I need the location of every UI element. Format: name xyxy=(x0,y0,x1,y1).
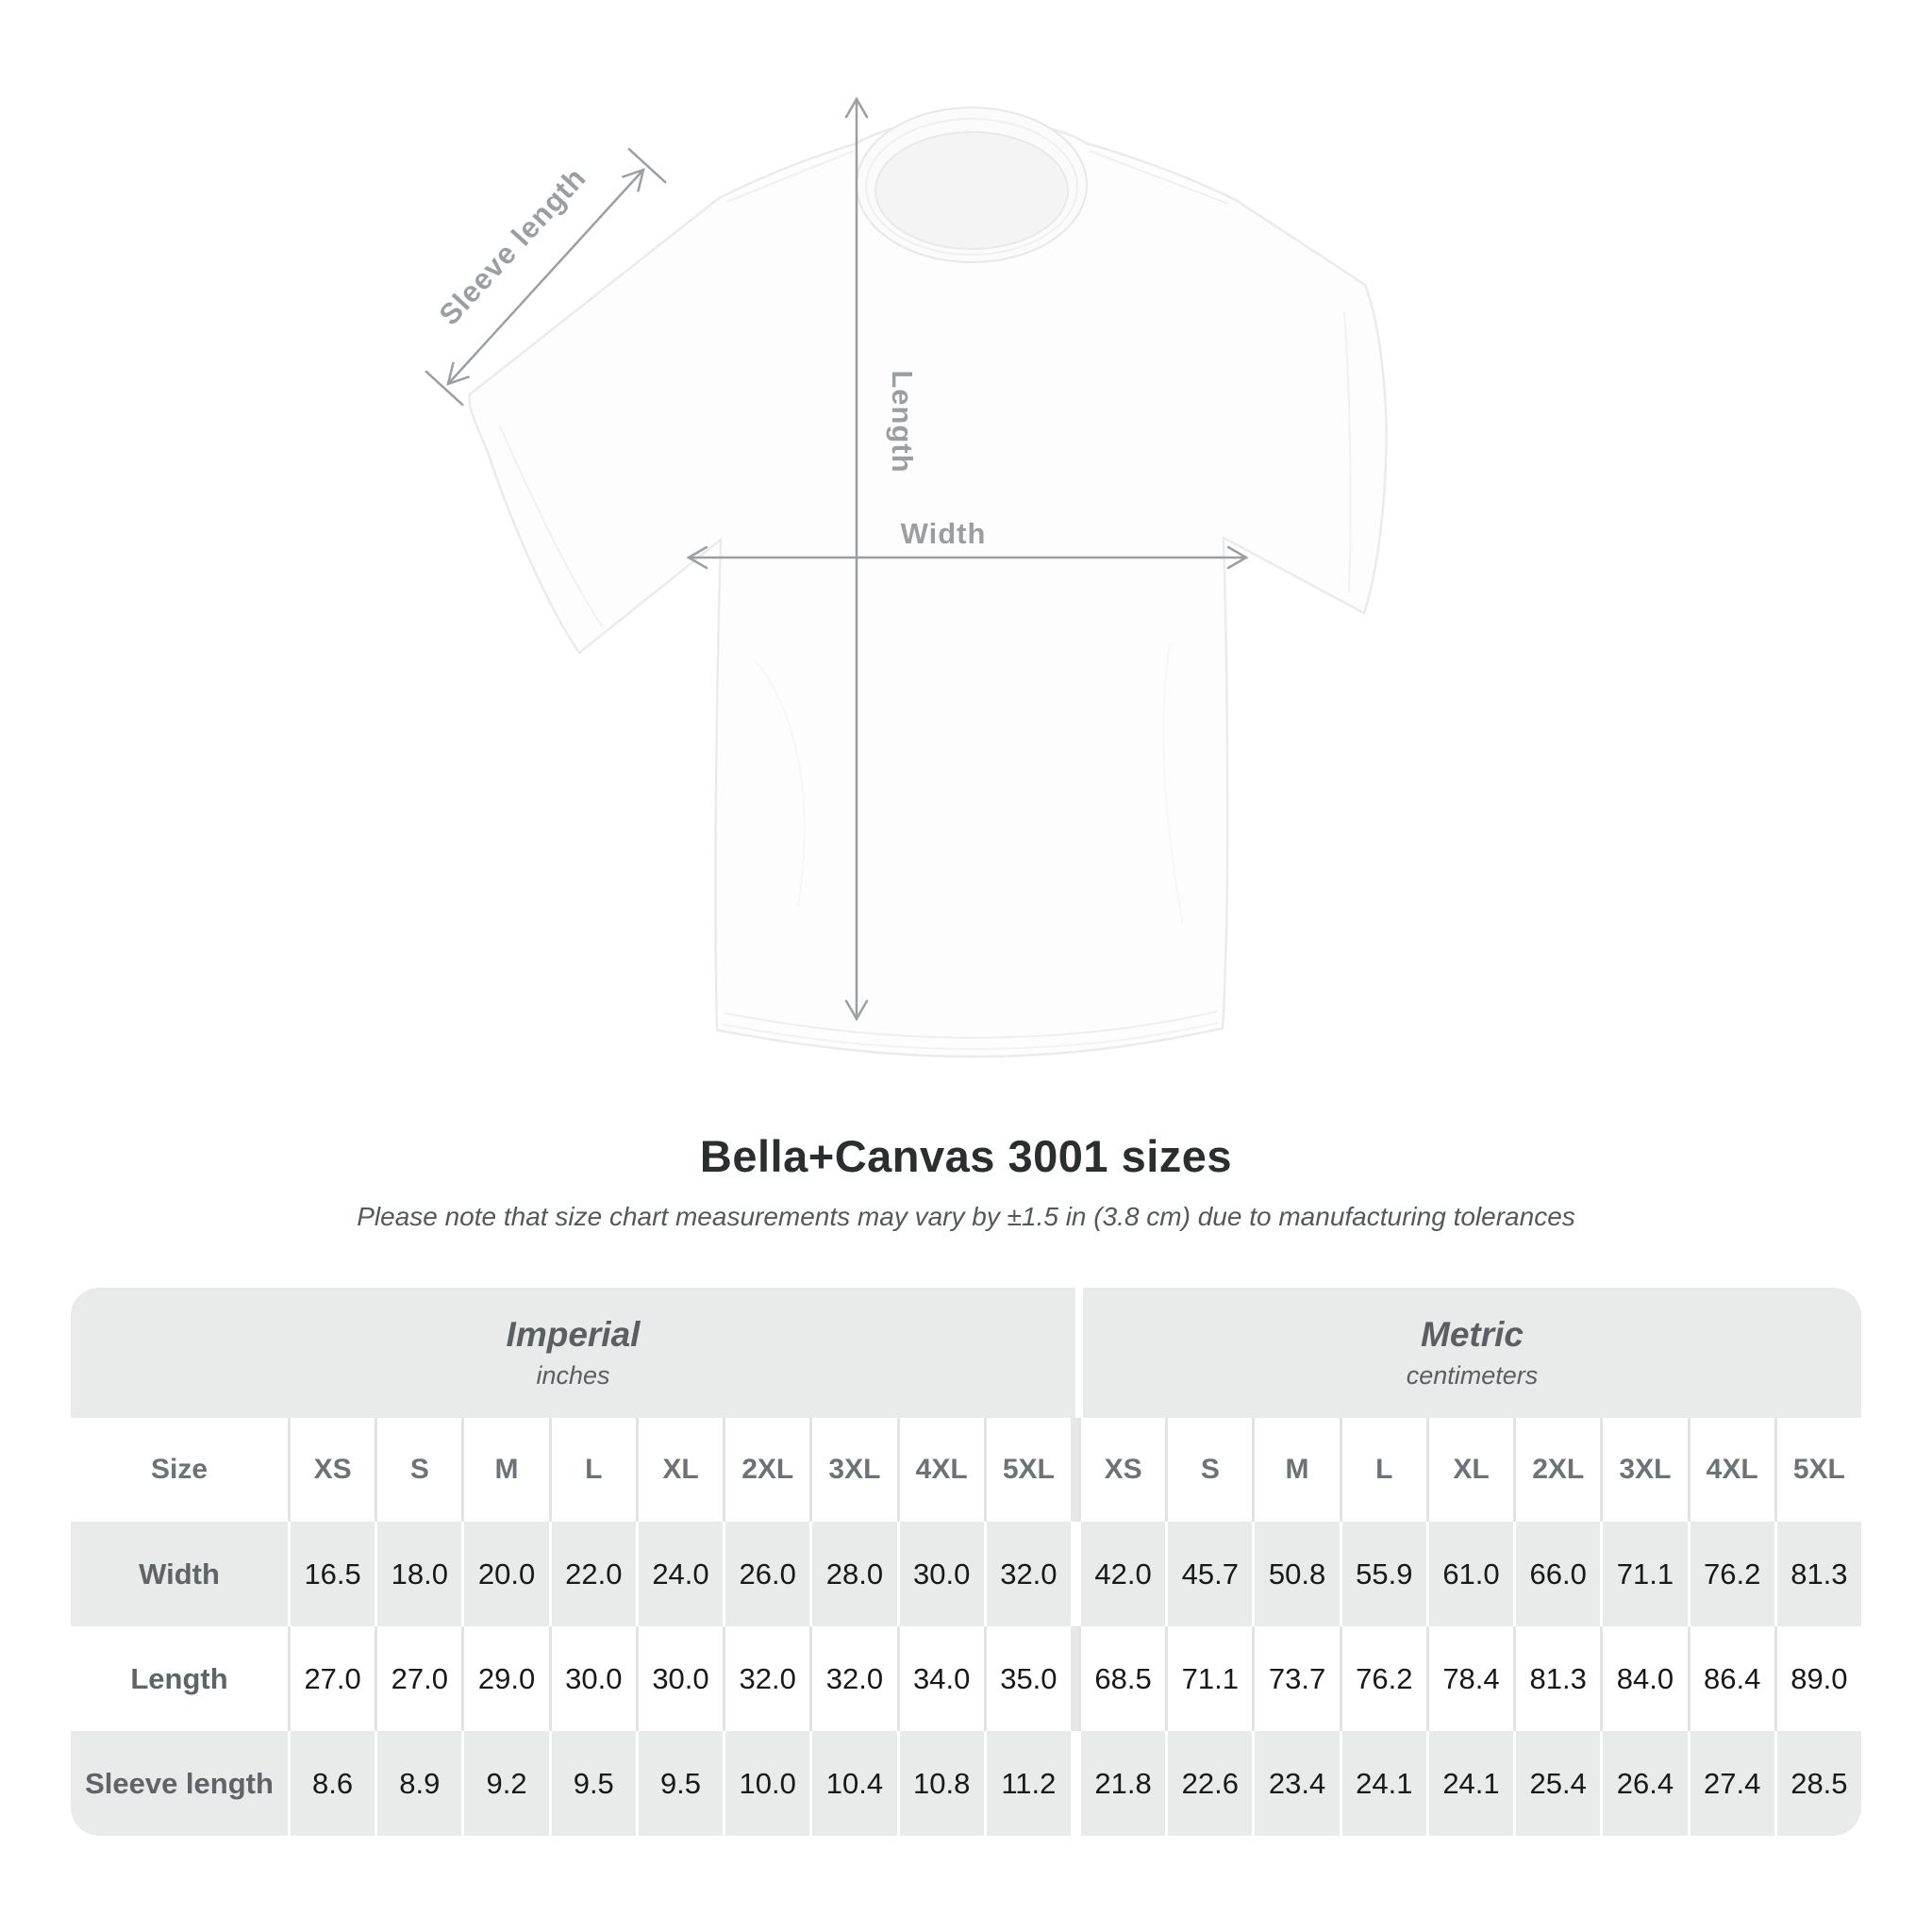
imperial-header xyxy=(71,1288,1075,1418)
width-label: Width xyxy=(900,517,987,550)
unit-divider xyxy=(1071,1626,1078,1731)
size-header-imperial: M xyxy=(461,1418,548,1522)
size-header-imperial: 4XL xyxy=(897,1418,984,1522)
value-cell-metric: 81.3 xyxy=(1513,1626,1600,1731)
value-cell-imperial: 11.2 xyxy=(984,1731,1071,1836)
size-header-metric: L xyxy=(1340,1418,1426,1522)
measurement-row xyxy=(71,1626,1861,1731)
row-label: Sleeve length xyxy=(71,1731,288,1836)
size-header-metric: S xyxy=(1165,1418,1252,1522)
measurement-row xyxy=(71,1522,1861,1626)
sleeve-length-label: Sleeve length xyxy=(432,160,593,332)
value-cell-imperial: 27.0 xyxy=(288,1626,375,1731)
size-header-metric: M xyxy=(1252,1418,1339,1522)
metric-unit: centimeters xyxy=(1406,1361,1539,1390)
value-cell-imperial: 28.0 xyxy=(809,1522,896,1626)
value-cell-metric: 27.4 xyxy=(1688,1731,1774,1836)
unit-divider xyxy=(1071,1731,1078,1836)
size-header-row xyxy=(71,1418,1861,1522)
value-cell-imperial: 29.0 xyxy=(461,1626,548,1731)
value-cell-imperial: 20.0 xyxy=(461,1522,548,1626)
value-cell-metric: 22.6 xyxy=(1165,1731,1252,1836)
value-cell-metric: 24.1 xyxy=(1340,1731,1426,1836)
value-cell-metric: 76.2 xyxy=(1340,1626,1426,1731)
value-cell-metric: 86.4 xyxy=(1688,1626,1774,1731)
value-cell-metric: 55.9 xyxy=(1340,1522,1426,1626)
tolerance-note: Please note that size chart measurements may vary by ±1.5 in (3.8 cm) due to manufacturing tolerances xyxy=(357,1202,1575,1231)
size-header-metric: 3XL xyxy=(1600,1418,1687,1522)
value-cell-metric: 81.3 xyxy=(1774,1522,1861,1626)
unit-divider xyxy=(1071,1418,1078,1522)
value-cell-imperial: 30.0 xyxy=(636,1626,723,1731)
value-cell-imperial: 22.0 xyxy=(549,1522,636,1626)
unit-divider xyxy=(1071,1522,1078,1626)
value-cell-imperial: 35.0 xyxy=(984,1626,1071,1731)
value-cell-metric: 28.5 xyxy=(1774,1731,1861,1836)
row-label: Length xyxy=(71,1626,288,1731)
imperial-unit: inches xyxy=(536,1361,610,1390)
value-cell-imperial: 26.0 xyxy=(723,1522,809,1626)
value-cell-metric: 24.1 xyxy=(1426,1731,1513,1836)
size-header-metric: 5XL xyxy=(1774,1418,1861,1522)
value-cell-imperial: 18.0 xyxy=(375,1522,461,1626)
value-cell-metric: 23.4 xyxy=(1252,1731,1339,1836)
value-cell-imperial: 8.9 xyxy=(375,1731,461,1836)
size-column-header: Size xyxy=(71,1418,288,1522)
row-label: Width xyxy=(71,1522,288,1626)
value-cell-imperial: 16.5 xyxy=(288,1522,375,1626)
value-cell-metric: 25.4 xyxy=(1513,1731,1600,1836)
imperial-label: Imperial xyxy=(506,1315,641,1354)
value-cell-imperial: 32.0 xyxy=(809,1626,896,1731)
value-cell-imperial: 8.6 xyxy=(288,1731,375,1836)
value-cell-imperial: 30.0 xyxy=(549,1626,636,1731)
value-cell-imperial: 34.0 xyxy=(897,1626,984,1731)
value-cell-metric: 61.0 xyxy=(1426,1522,1513,1626)
size-header-imperial: 2XL xyxy=(723,1418,809,1522)
value-cell-imperial: 10.0 xyxy=(723,1731,809,1836)
size-header-metric: XS xyxy=(1078,1418,1165,1522)
value-cell-imperial: 10.8 xyxy=(897,1731,984,1836)
value-cell-metric: 71.1 xyxy=(1165,1626,1252,1731)
value-cell-metric: 76.2 xyxy=(1688,1522,1774,1626)
value-cell-metric: 42.0 xyxy=(1078,1522,1165,1626)
value-cell-imperial: 30.0 xyxy=(897,1522,984,1626)
metric-header xyxy=(1083,1288,1861,1418)
value-cell-metric: 89.0 xyxy=(1774,1626,1861,1731)
value-cell-imperial: 9.2 xyxy=(461,1731,548,1836)
tshirt-graphic xyxy=(469,108,1386,1057)
value-cell-imperial: 32.0 xyxy=(723,1626,809,1731)
size-header-metric: XL xyxy=(1426,1418,1513,1522)
value-cell-metric: 78.4 xyxy=(1426,1626,1513,1731)
value-cell-metric: 68.5 xyxy=(1078,1626,1165,1731)
value-cell-metric: 26.4 xyxy=(1600,1731,1687,1836)
value-cell-metric: 45.7 xyxy=(1165,1522,1252,1626)
size-header-imperial: S xyxy=(375,1418,461,1522)
value-cell-metric: 84.0 xyxy=(1600,1626,1687,1731)
size-header-metric: 4XL xyxy=(1688,1418,1774,1522)
size-header-imperial: XL xyxy=(636,1418,723,1522)
value-cell-metric: 71.1 xyxy=(1600,1522,1687,1626)
length-label: Length xyxy=(886,370,919,474)
value-cell-imperial: 10.4 xyxy=(809,1731,896,1836)
page-title: Bella+Canvas 3001 sizes xyxy=(699,1131,1233,1181)
neck-opening xyxy=(875,132,1068,249)
value-cell-metric: 50.8 xyxy=(1252,1522,1339,1626)
value-cell-metric: 66.0 xyxy=(1513,1522,1600,1626)
value-cell-imperial: 9.5 xyxy=(549,1731,636,1836)
value-cell-imperial: 24.0 xyxy=(636,1522,723,1626)
size-header-imperial: XS xyxy=(288,1418,375,1522)
value-cell-imperial: 27.0 xyxy=(375,1626,461,1731)
value-cell-imperial: 32.0 xyxy=(984,1522,1071,1626)
size-table-body xyxy=(71,1418,1861,1836)
size-header-imperial: L xyxy=(549,1418,636,1522)
value-cell-metric: 73.7 xyxy=(1252,1626,1339,1731)
unit-header-gap xyxy=(1075,1288,1083,1418)
metric-label: Metric xyxy=(1421,1315,1524,1354)
size-header-imperial: 5XL xyxy=(984,1418,1071,1522)
size-header-metric: 2XL xyxy=(1513,1418,1600,1522)
measurement-row xyxy=(71,1731,1861,1836)
unit-header-row xyxy=(71,1288,1861,1418)
value-cell-metric: 21.8 xyxy=(1078,1731,1165,1836)
value-cell-imperial: 9.5 xyxy=(636,1731,723,1836)
size-table xyxy=(71,1288,1861,1836)
size-header-imperial: 3XL xyxy=(809,1418,896,1522)
